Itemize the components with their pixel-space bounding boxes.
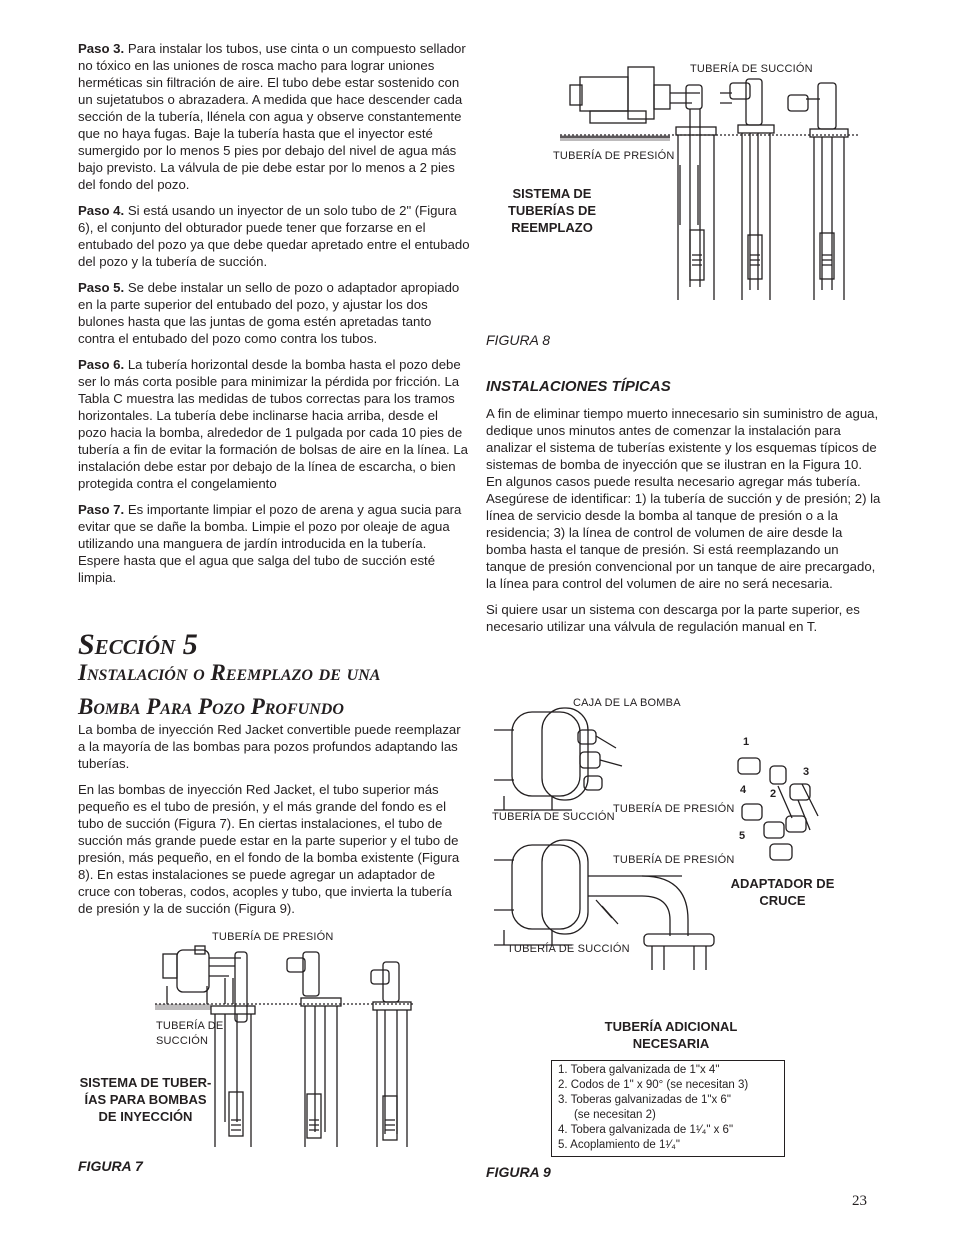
caption-line: NECESARIA [632, 1036, 710, 1051]
section-number: Sección 5 [78, 628, 198, 661]
caption-line: ADAPTADOR DE [730, 876, 835, 891]
caption-line: SUCCIÓN [156, 1035, 209, 1047]
step-text: Para instalar los tubos, use cinta o un compuesto sellador no tóxico en las uniones de rosca macho para lograr uniones herméticas sin filtración de aire. El tubo debe estar sostenido con un sujetatubos o abrazadera. A medida que hace descender cada sección de la tubería, llénela con agua y observe constantemente que no haya fugas. Baje la tubería hasta que el inyector esté sumergido por lo menos 5 pies por debajo del nivel de agua más bajo previsto. La válvula de pie debe estar por lo menos a 2 pies del fondo del pozo. [78, 41, 466, 192]
figure-9-label: FIGURA 9 [486, 1164, 551, 1180]
parts-list [551, 1060, 785, 1157]
fig7-suction-caption [156, 1019, 223, 1049]
step-text: Es importante limpiar el pozo de arena y agua sucia para evitar que se dañe la bomba. Limpie el pozo por oleaje de agua utilizando una manguera de jardín introducida en la tubería. Espere hasta que el agua que salga del tubo de succión esté limpia. [78, 502, 462, 585]
page-number: 23 [852, 1193, 867, 1209]
step-4-paragraph [78, 202, 470, 270]
figure-7-label: FIGURA 7 [78, 1158, 143, 1174]
typical-paragraph: A fin de eliminar tiempo muerto innecesario sin suministro de agua, dedique unos minutos antes de comenzar la instalación para analizar el sistema de tuberías existente y los esquemas típicos de sistemas de bomba de inyección que se ilustran en la Figura 10. En algunos casos puede resulta necesario agregar más tubería. Asegúrese de identificar: 1) la tubería de succión y de presión; 2) la línea de servicio desde la bomba al tanque de presión o a la residencia; 3) la línea de control de volumen de aire desde la bomba hasta el tanque de presión. Si está reemplazando un tanque de presión convencional por un tanque de aire precargado, la línea para control del volumen de aire no será necesaria. [486, 406, 881, 591]
caption-line: TUBERÍA DE [156, 1020, 224, 1032]
fig8-system-caption [496, 185, 608, 236]
caption-line: SISTEMA DE TUBER- [79, 1075, 212, 1090]
section-body [78, 721, 470, 926]
part-number-4: 4 [740, 784, 747, 796]
parts-list-item: 2. Codos de 1" x 90° (se necesitan 3) [558, 1079, 749, 1091]
typical-paragraph: Si quiere usar un sistema con descarga por la parte superior, es necesario utilizar una válvula de regulación manual en T. [486, 602, 860, 634]
parts-list-item: 5. Acoplamiento de 1¹⁄₄" [558, 1139, 680, 1151]
fig8-suction-caption: TUBERÍA DE SUCCIÓN [690, 63, 813, 75]
parts-list-item: 3. Toberas galvanizadas de 1"x 6" [558, 1094, 731, 1106]
fig9-adapter-caption [725, 875, 840, 909]
figure-8-illustration [560, 55, 860, 305]
parts-list-item: (se necesitan 2) [558, 1109, 656, 1121]
step-7-paragraph [78, 501, 470, 586]
caption-line: TUBERÍA ADICIONAL [604, 1019, 738, 1034]
fig9-pump-box-caption: CAJA DE LA BOMBA [573, 697, 681, 709]
step-6-paragraph [78, 356, 470, 492]
step-label: Paso 4. [78, 203, 125, 218]
step-text: La tubería horizontal desde la bomba hasta el pozo debe ser lo más corta posible para minimizar la pérdida por fricción. La Tabla C muestra las medidas de tubos correctas para los tramos horizontales. La tubería debe inclinarse hacia arriba, desde el pozo hacia la bomba, alrededor de 1 pulgada por cada 10 pies de tubería a fin de evitar la formación de bolsas de aire en la línea. La instalación debe estar por debajo de la línea de escarcha, o bien protegida contra el congelamiento [78, 357, 469, 491]
step-label: Paso 6. [78, 357, 125, 372]
left-column [78, 40, 470, 595]
section-paragraph: La bomba de inyección Red Jacket convertible puede reemplazar a la mayoría de las bombas para pozos profundos adaptando las tuberías. [78, 722, 461, 771]
parts-list-item: 4. Tobera galvanizada de 1¹⁄₄" x 6" [558, 1124, 734, 1136]
caption-line: TUBERÍAS DE [507, 203, 597, 218]
step-label: Paso 3. [78, 41, 125, 56]
caption-line: REEMPLAZO [511, 220, 593, 235]
fig9-suction-bottom-caption: TUBERÍA DE SUCCIÓN [507, 943, 630, 955]
section-title-line1: Instalación o Reemplazo de una [78, 660, 381, 685]
figure-8-label: FIGURA 8 [486, 332, 551, 348]
step-5-paragraph [78, 279, 470, 347]
section-paragraph: En las bombas de inyección Red Jacket, el tubo superior más pequeño es el tubo de presión, y el más grande del fondo es el tubo de succión (Figura 7). En ciertas instalaciones, el tubo de succión más grande puede estar en la parte superior y el tubo de presión, más pequeño, en el fondo de la bomba existente (Figura 8). En estas instalaciones se puede agregar un adaptador de cruce con toberas, codos, acoples y tubo, que invierta la tubería de presión y la de succión (Figura 9). [78, 782, 460, 916]
caption-line: ÍAS PARA BOMBAS [84, 1092, 207, 1107]
right-column [486, 405, 881, 644]
part-number-1: 1 [743, 736, 750, 748]
step-text: Se debe instalar un sello de pozo o adaptador apropiado en la parte superior del entubado del pozo, y ajustar los dos bulones hasta que las juntas de goma estén apretadas tanto contra el entubado del pozo como contra los tubos. [78, 280, 460, 346]
step-label: Paso 7. [78, 502, 125, 517]
caption-line: DE INYECCIÓN [98, 1109, 193, 1124]
fig9-pressure-bottom-caption: TUBERÍA DE PRESIÓN [613, 854, 735, 866]
part-number-3: 3 [803, 766, 810, 778]
step-label: Paso 5. [78, 280, 125, 295]
caption-line: CRUCE [759, 893, 806, 908]
part-number-2: 2 [770, 788, 777, 800]
fig9-suction-top-caption: TUBERÍA DE SUCCIÓN [492, 811, 615, 823]
fig9-pressure-top-caption: TUBERÍA DE PRESIÓN [613, 803, 735, 815]
figure-9-illustration [492, 700, 872, 970]
part-number-5: 5 [739, 830, 746, 842]
step-3-paragraph [78, 40, 470, 193]
fig7-system-caption [74, 1074, 217, 1125]
fig9-extra-piping-caption [585, 1018, 757, 1052]
fig8-pressure-caption: TUBERÍA DE PRESIÓN [553, 150, 675, 162]
fig7-pressure-caption: TUBERÍA DE PRESIÓN [212, 931, 334, 943]
typical-installations-heading: INSTALACIONES TÍPICAS [486, 378, 671, 395]
step-text: Si está usando un inyector de un solo tubo de 2" (Figura 6), el conjunto del obturador puede tener que forzarse en el entubado del pozo ya que debe quedar apretado entre el entubado del pozo y la tubería de succión. [78, 203, 470, 269]
parts-list-item: 1. Tobera galvanizada de 1"x 4" [558, 1064, 720, 1076]
section-title-line2: Bomba Para Pozo Profundo [78, 694, 344, 719]
caption-line: SISTEMA DE [512, 186, 592, 201]
